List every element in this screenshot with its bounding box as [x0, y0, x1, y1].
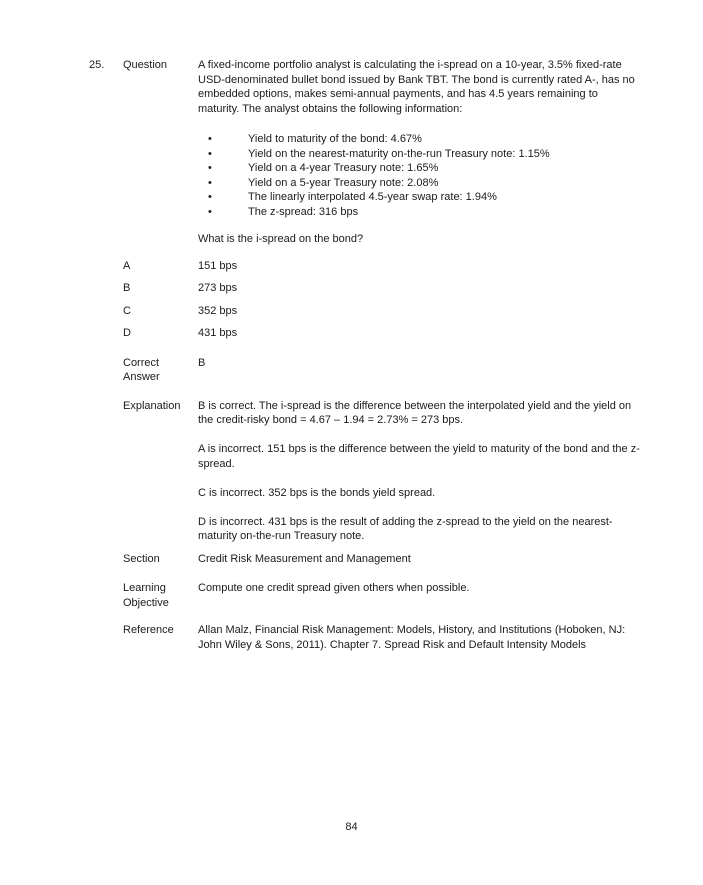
explanation-paragraph: D is incorrect. 431 bps is the result of adding the z-spread to the yield on the nearest-maturity on-the-run Treasury note. — [198, 515, 613, 542]
question-row — [89, 58, 640, 247]
option-letter: D — [123, 327, 131, 339]
learning-objective-label: Learning Objective — [123, 582, 169, 609]
bullet-item-text: Yield on the nearest-maturity on-the-run Treasury note: 1.15% — [248, 147, 550, 160]
option-text: 273 bps — [198, 282, 238, 294]
option-text: 352 bps — [198, 304, 238, 317]
list-item — [198, 161, 640, 176]
question-prompt: What is the i-spread on the bond? — [198, 233, 364, 245]
option-row-a — [89, 259, 640, 274]
reference-row — [89, 623, 640, 652]
option-text: 151 bps — [198, 259, 238, 272]
bullet-icon: • — [208, 133, 212, 145]
explanation-paragraph: A is incorrect. 151 bps is the difference between the yield to maturity of the bond and the z-spread. — [198, 443, 640, 470]
bullet-item-text: The z-spread: 316 bps — [248, 205, 359, 218]
bullet-item-text: Yield on a 5-year Treasury note: 2.08% — [248, 176, 439, 189]
option-row-c — [89, 304, 640, 319]
question-number: 25. — [89, 59, 105, 71]
option-row-d — [89, 326, 640, 341]
question-block — [89, 58, 640, 652]
bullet-icon: • — [208, 191, 212, 203]
learning-objective-row — [89, 581, 640, 610]
question-bullet-list — [198, 132, 640, 219]
list-item — [198, 132, 640, 147]
bullet-icon: • — [208, 205, 212, 218]
explanation-label: Explanation — [123, 399, 181, 412]
bullet-item-text: The linearly interpolated 4.5-year swap rate: 1.94% — [248, 191, 497, 203]
reference-text: Allan Malz, Financial Risk Management: Models, History, and Institutions (Hoboken, NJ: John Wiley & Sons, 2011). Chapter 7. Spread Risk and Default Intensity Models — [198, 624, 626, 651]
correct-answer-row — [89, 356, 640, 385]
correct-answer-value: B — [198, 356, 206, 369]
bullet-item-text: Yield to maturity of the bond: 4.67% — [248, 133, 422, 145]
section-row — [89, 552, 640, 567]
list-item — [198, 176, 640, 191]
learning-objective-text: Compute one credit spread given others when possible. — [198, 582, 470, 594]
question-text: A fixed-income portfolio analyst is calculating the i-spread on a 10-year, 3.5% fixed-rate USD-denominated bullet bond issued by Bank TBT. The bond is currently rated A-, has no embedded options, makes semi-annual payments, and has 4.5 years remaining to maturity. The analyst obtains the following information: — [198, 59, 635, 115]
bullet-icon: • — [208, 176, 212, 189]
section-label: Section — [123, 552, 160, 565]
option-letter: C — [123, 304, 131, 317]
option-row-b — [89, 281, 640, 296]
option-letter: A — [123, 259, 131, 272]
list-item — [198, 205, 640, 220]
section-text: Credit Risk Measurement and Management — [198, 552, 411, 565]
bullet-icon: • — [208, 147, 212, 160]
list-item — [198, 147, 640, 162]
explanation-content — [198, 399, 640, 544]
option-letter: B — [123, 282, 131, 294]
list-item — [198, 190, 640, 205]
question-label: Question — [123, 59, 168, 71]
reference-label: Reference — [123, 624, 174, 636]
page-number: 84 — [345, 821, 358, 833]
bullet-item-text: Yield on a 4-year Treasury note: 1.65% — [248, 162, 439, 174]
bullet-icon: • — [208, 162, 212, 174]
question-content — [198, 58, 640, 247]
explanation-row — [89, 399, 640, 544]
correct-answer-label: Correct Answer — [123, 356, 160, 383]
option-text: 431 bps — [198, 327, 238, 339]
explanation-paragraph: B is correct. The i-spread is the difference between the interpolated yield and the yield on the credit-risky bond = 4.67 – 1.94 = 2.73% = 273 bps. — [198, 399, 632, 426]
explanation-paragraph: C is incorrect. 352 bps is the bonds yield spread. — [198, 486, 436, 499]
